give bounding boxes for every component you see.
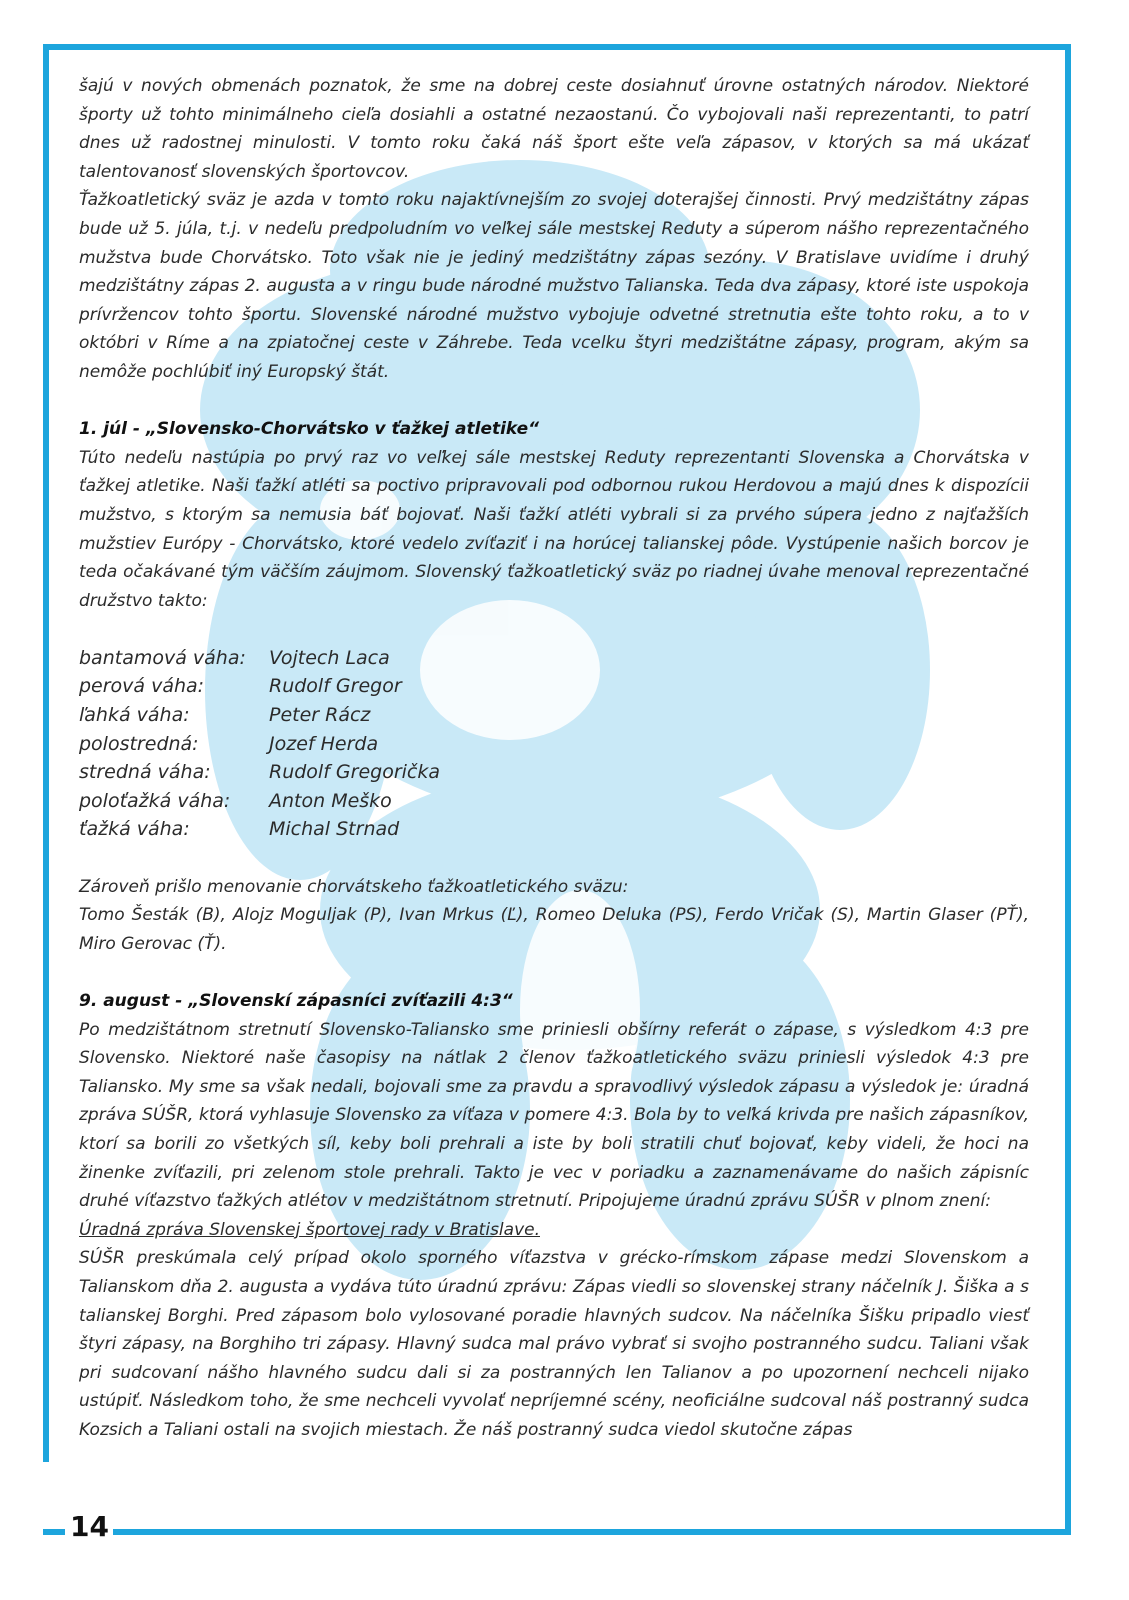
athlete-name: Anton Meško — [269, 789, 392, 812]
roster-table — [79, 644, 440, 844]
roster-row — [79, 787, 440, 816]
official-report-body: SÚŠR preskúmala celý prípad okolo sporného víťazstva v grécko-rímskom zápase medzi Slovenskom a Talianskom dňa 2. augusta a vydáva túto úradnú zprávu: Zápas viedli so slovenskej strany náčelník J. Šiška a s talianskej Borghi. Pred zápasom bolo vylosované poradie hlavných sudcov. Na náčelníka Šišku pripadlo viesť štyri zápasy, na Borghiho tri zápasy. Hlavný sudca mal právo vybrať si svojho postranného sudcu. Taliani však pri sudcovaní nášho hlavného sudcu dali si za postranných len Talianov a po upozornení nechceli nijako ustúpiť. Následkom toho, že sme nechceli vyvolať nepríjemné scény, neoficiálne sudcoval náš postranný sudca Kozsich a Taliani ostali na svojich miestach. Že náš postranný sudca viedol skutočne zápas — [79, 1248, 1029, 1440]
frame-bottom-border — [113, 1529, 1071, 1535]
roster-row — [79, 758, 440, 787]
athlete-name: Vojtech Laca — [269, 646, 390, 669]
roster-row — [79, 644, 440, 673]
frame-top-border — [43, 44, 1071, 50]
paragraph-italy-match: Po medzištátnom stretnutí Slovensko-Taliansko sme priniesli obšírny referát o zápase, s výsledkom 4:3 pre Slovensko. Niektoré naše časopisy na nátlak 2 členov ťažkoatletického sväzu priniesli výsledok 4:3 pre Taliansko. My sme sa však nedali, bojovali sme za pravdu a spravodlivý výsledok zápasu a výsledok je: úradná zpráva SÚŠR, ktorá vyhlasuje Slovensko za víťaza v pomere 4:3. Bola by to veľká krivda pre našich zápasníkov, ktorí sa borili zo všetkých síl, keby boli prehrali a iste by boli stratili chuť bojovať, keby videli, že hoci na žinenke zvíťazili, pri zelenom stole prehrali. Takto je vec v poriadku a zaznamenávame do našich zápisníc druhé víťazstvo ťažkých atlétov v medzištátnom stretnutí. Pripojujeme úradnú zprávu SÚŠR v plnom znení: — [79, 1019, 1029, 1212]
weight-class: perová váha: — [79, 675, 205, 698]
weight-class: ľahká váha: — [79, 704, 190, 727]
weight-class: ťažká váha: — [79, 818, 190, 841]
paragraph-federation: Ťažkoatletický sväz je azda v tomto roku najaktívnejším zo svojej doterajšej činnosti. Prvý medzištátny zápas bude už 5. júla, t.j. v nedeľu predpoludním vo veľkej sále mestskej Reduty a súperom nášho reprezentačného mužstva bude Chorvátsko. Toto však nie je jediný medzištátny zápas sezóny. V Bratislave uvidíme i druhý medzištátny zápas 2. augusta a v ringu bude národné mužstvo Talianska. Teda dva zápasy, ktoré iste uspokoja prívržencov tohto športu. Slovenské národné mužstvo vybojuje odvetné stretnutia ešte tohto roku, a to v októbri v Ríme a na zpiatočnej ceste v Záhrebe. Teda vcelku štyri medzištátne zápasy, program, akým sa nemôže pochlúbiť iný Europský štát. — [79, 190, 1029, 382]
page-number: 14 — [70, 1510, 109, 1543]
frame-bottom-left-border — [43, 1529, 65, 1535]
croatian-team-intro: Zároveň prišlo menovanie chorvátskeho ťažkoatletického sväzu: — [79, 876, 629, 897]
weight-class: poloťažká váha: — [79, 789, 231, 812]
weight-class: stredná váha: — [79, 761, 211, 784]
paragraph-croatia-intro: Túto nedeľu nastúpia po prvý raz vo veľkej sále mestskej Reduty reprezentanti Slovenska a Chorvátska v ťažkej atletike. Naši ťažkí atléti sa poctivo pripravovali pod odbornou rukou Herdovou a majú dnes k dispozícii mužstvo, s ktorým sa nemusia báť bojovať. Naši ťažkí atléti vybrali si za prvého súpera jedno z najťažších mužstiev Európy - Chorvátsko, ktoré vedelo zvíťaziť i na horúcej talianskej pôde. Vystúpenie našich borcov je teda očakávané tým väčším záujmom. Slovenský ťažkoatletický sväz po riadnej úvahe menoval reprezentačné družstvo takto: — [79, 447, 1029, 611]
frame-right-border — [1065, 44, 1071, 1535]
article-text — [79, 72, 1029, 1445]
athlete-name: Rudolf Gregorička — [269, 761, 441, 784]
croatian-team-list: Tomo Šesták (B), Alojz Moguljak (P), Ivan Mrkus (Ľ), Romeo Deluka (PS), Ferdo Vričak (S), Martin Glaser (PŤ), Miro Gerovac (Ť). — [79, 905, 1029, 954]
roster-row — [79, 730, 440, 759]
frame-left-border — [43, 44, 49, 1462]
weight-class: polostredná: — [79, 732, 199, 755]
athlete-name: Peter Rácz — [269, 704, 371, 727]
official-report-title: Úradná zpráva Slovenskej športovej rady v Bratislave. — [79, 1219, 540, 1240]
roster-row — [79, 701, 440, 730]
athlete-name: Rudolf Gregor — [269, 675, 402, 698]
athlete-name: Michal Strnad — [269, 818, 400, 841]
weight-class: bantamová váha: — [79, 646, 246, 669]
paragraph-intro: šajú v nových obmenách poznatok, že sme na dobrej ceste dosiahnuť úrovne ostatných národov. Niektoré športy už tohto minimálneho cieľa dosiahli a ostatné nezaostanú. Čo vybojovali naši reprezentanti, to patrí dnes už radostnej minulosti. V tomto roku čaká náš šport ešte veľa zápasov, v ktorých sa má ukázať talentovanosť slovenských športovcov. — [79, 76, 1029, 182]
roster-row — [79, 815, 440, 844]
section-heading-croatia: 1. júl - „Slovensko-Chorvátsko v ťažkej atletike“ — [79, 419, 540, 440]
section-heading-italy: 9. august - „Slovenskí zápasníci zvíťazili 4:3“ — [79, 991, 513, 1011]
athlete-name: Jozef Herda — [269, 732, 379, 755]
roster-row — [79, 672, 440, 701]
